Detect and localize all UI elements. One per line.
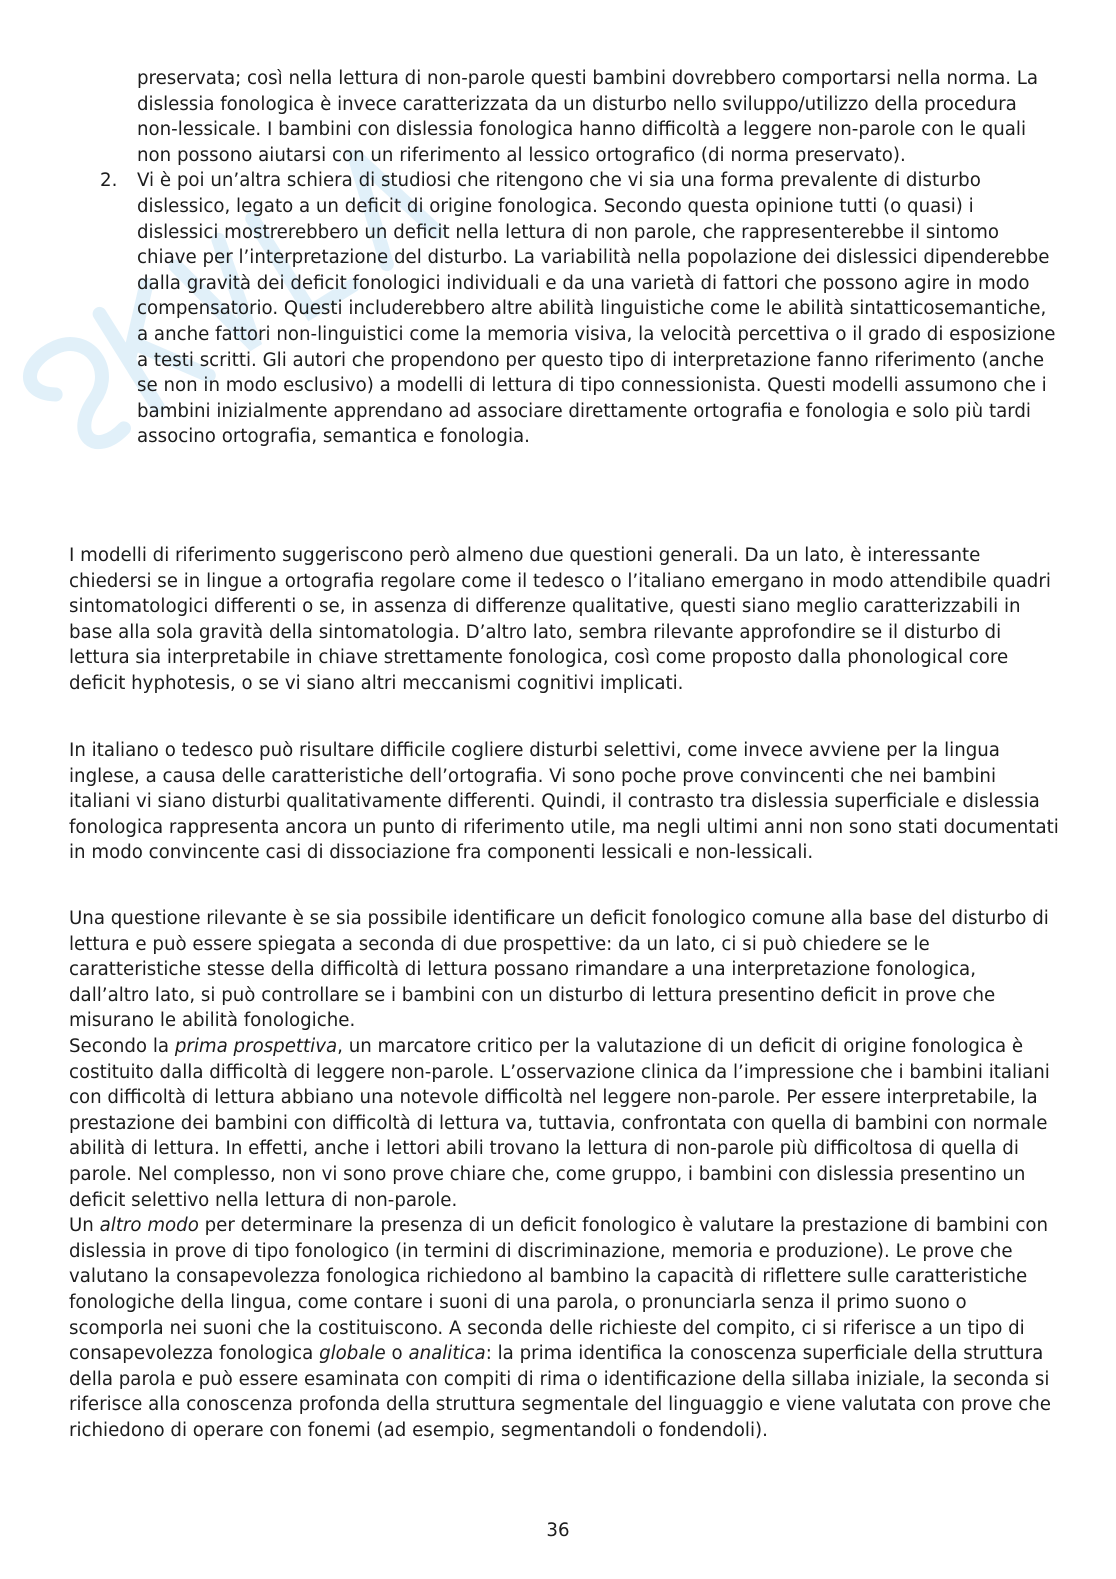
emphasis-text: globale — [319, 1343, 386, 1365]
list-item — [100, 168, 1056, 450]
text-run: , un marcatore critico per la valutazione di un deficit di origine fonologica è costituito dalla difficoltà di leggere non-parole. L’osservazione clinica da l’impressione che i bambini italiani con difficoltà di lettura abbiano una notevole difficoltà nel leggere non-parole. Per essere interpretabile, la prestazione dei bambini con difficoltà di lettura va, tuttavia, confrontata con quella di bambini con normale abilità di lettura. In effetti, anche i lettori abili trovano la lettura di non-parole più difficoltosa di quella di parole. Nel complesso, non vi sono prove chiare che, come gruppo, i bambini con dislessia presentino un deficit selettivo nella lettura di non-parole. — [69, 1035, 1050, 1211]
page-number: 36 — [546, 1520, 570, 1541]
list-item-number: 2. — [100, 170, 118, 192]
list-item — [100, 66, 1056, 168]
emphasis-text: prima prospettiva — [174, 1035, 338, 1057]
paragraph: Una questione rilevante è se sia possibile identificare un deficit fonologico comune alla base del disturbo di lettura e può essere spiegata a seconda di due prospettive: da un lato, ci si può chiedere se le caratteristiche stesse della difficoltà di lettura possano rimandare a una interpretazione fonologica, dall’altro lato, si può controllare se i bambini con un disturbo di lettura presentino deficit in prove che misurano le abilità fonologiche. — [69, 908, 1049, 1032]
text-run: per determinare la presenza di un deficit fonologico è valutare la prestazione di bambini con dislessia in prove di tipo fonologico (in termini di discriminazione, memoria e produzione). Le prove che valutano la consapevolezza fonologica richiedono al bambino la capacità di riflettere sulle caratteristiche fonologiche della lingua, come contare i suoni di una parola, o pronunciarla senza il primo suono o scomporla nei suoni che la costituiscono. A seconda delle richieste del compito, ci si riferisce a un tipo di consapevolezza fonologica — [69, 1215, 1048, 1365]
text-run: o — [385, 1343, 409, 1365]
paragraph — [69, 1034, 1059, 1213]
paragraph: I modelli di riferimento suggeriscono però almeno due questioni generali. Da un lato, è interessante chiedersi se in lingue a ortografia regolare come il tedesco o l’italiano emergano in modo attendibile quadri sintomatologici differenti o se, in assenza di differenze qualitative, questi siano meglio caratterizzabili in base alla sola gravità della sintomatologia. D’altro lato, sembra rilevante approfondire se il disturbo di lettura sia interpretabile in chiave strettamente fonologica, così come proposto dalla phonological core deficit hyphotesis, o se vi siano altri meccanismi cognitivi implicati. — [69, 545, 1051, 694]
emphasis-text: analitica — [408, 1343, 486, 1365]
text-run: Secondo la — [69, 1035, 175, 1057]
numbered-list — [100, 66, 1056, 450]
paragraph: In italiano o tedesco può risultare difficile cogliere disturbi selettivi, come invece avviene per la lingua inglese, a causa delle caratteristiche dell’ortografia. Vi sono poche prove convincenti che nei bambini italiani vi siano disturbi qualitativamente differenti. Quindi, il contrasto tra dislessia superficiale e dislessia fonologica rappresenta ancora un punto di riferimento utile, ma negli ultimi anni non sono stati documentati in modo convincente casi di dissociazione fra componenti lessicali e non-lessicali. — [69, 740, 1059, 864]
emphasis-text: altro modo — [99, 1215, 199, 1237]
list-item-text: preservata; così nella lettura di non-parole questi bambini dovrebbero comportarsi nella norma. La dislessia fonologica è invece caratterizzata da un disturbo nello sviluppo/utilizzo della procedura non-lessicale. I bambini con dislessia fonologica hanno difficoltà a leggere non-parole con le quali non possono aiutarsi con un riferimento al lessico ortografico (di norma preservato). — [137, 68, 1039, 166]
text-run: Un — [69, 1215, 100, 1237]
text-run: : la prima identifica la conoscenza superficiale della struttura della parola e può essere esaminata con compiti di rima o identificazione della sillaba iniziale, la seconda si riferisce alla conoscenza profonda della struttura segmentale del linguaggio e viene valutata con prove che richiedono di operare con fonemi (ad esempio, segmentandoli o fondendoli). — [69, 1343, 1051, 1441]
section-body — [69, 906, 1059, 1443]
list-item-text: Vi è poi un’altra schiera di studiosi che ritengono che vi sia una forma prevalente di disturbo dislessico, legato a un deficit di origine fonologica. Secondo questa opinione tutti (o quasi) i dislessici mostrerebbero un deficit nella lettura di non parole, che rappresenterebbe il sintomo chiave per l’interpretazione del disturbo. La variabilità nella popolazione dei dislessici dipenderebbe dalla gravità dei deficit fonologici individuali e da una varietà di fattori che possono agire in modo compensatorio. Questi includerebbero altre abilità linguistiche come le abilità sintatticosemantiche, a anche fattori non-linguistici come la memoria visiva, la velocità percettiva o il grado di esposizione a testi scritti. Gli autori che propendono per questo tipo di interpretazione fanno riferimento (anche se non in modo esclusivo) a modelli di lettura di tipo connessionista. Questi modelli assumono che i bambini inizialmente apprendano ad associare direttamente ortografia e fonologia e solo più tardi associno ortografia, semantica e fonologia. — [137, 170, 1056, 448]
paragraph — [69, 1213, 1059, 1443]
